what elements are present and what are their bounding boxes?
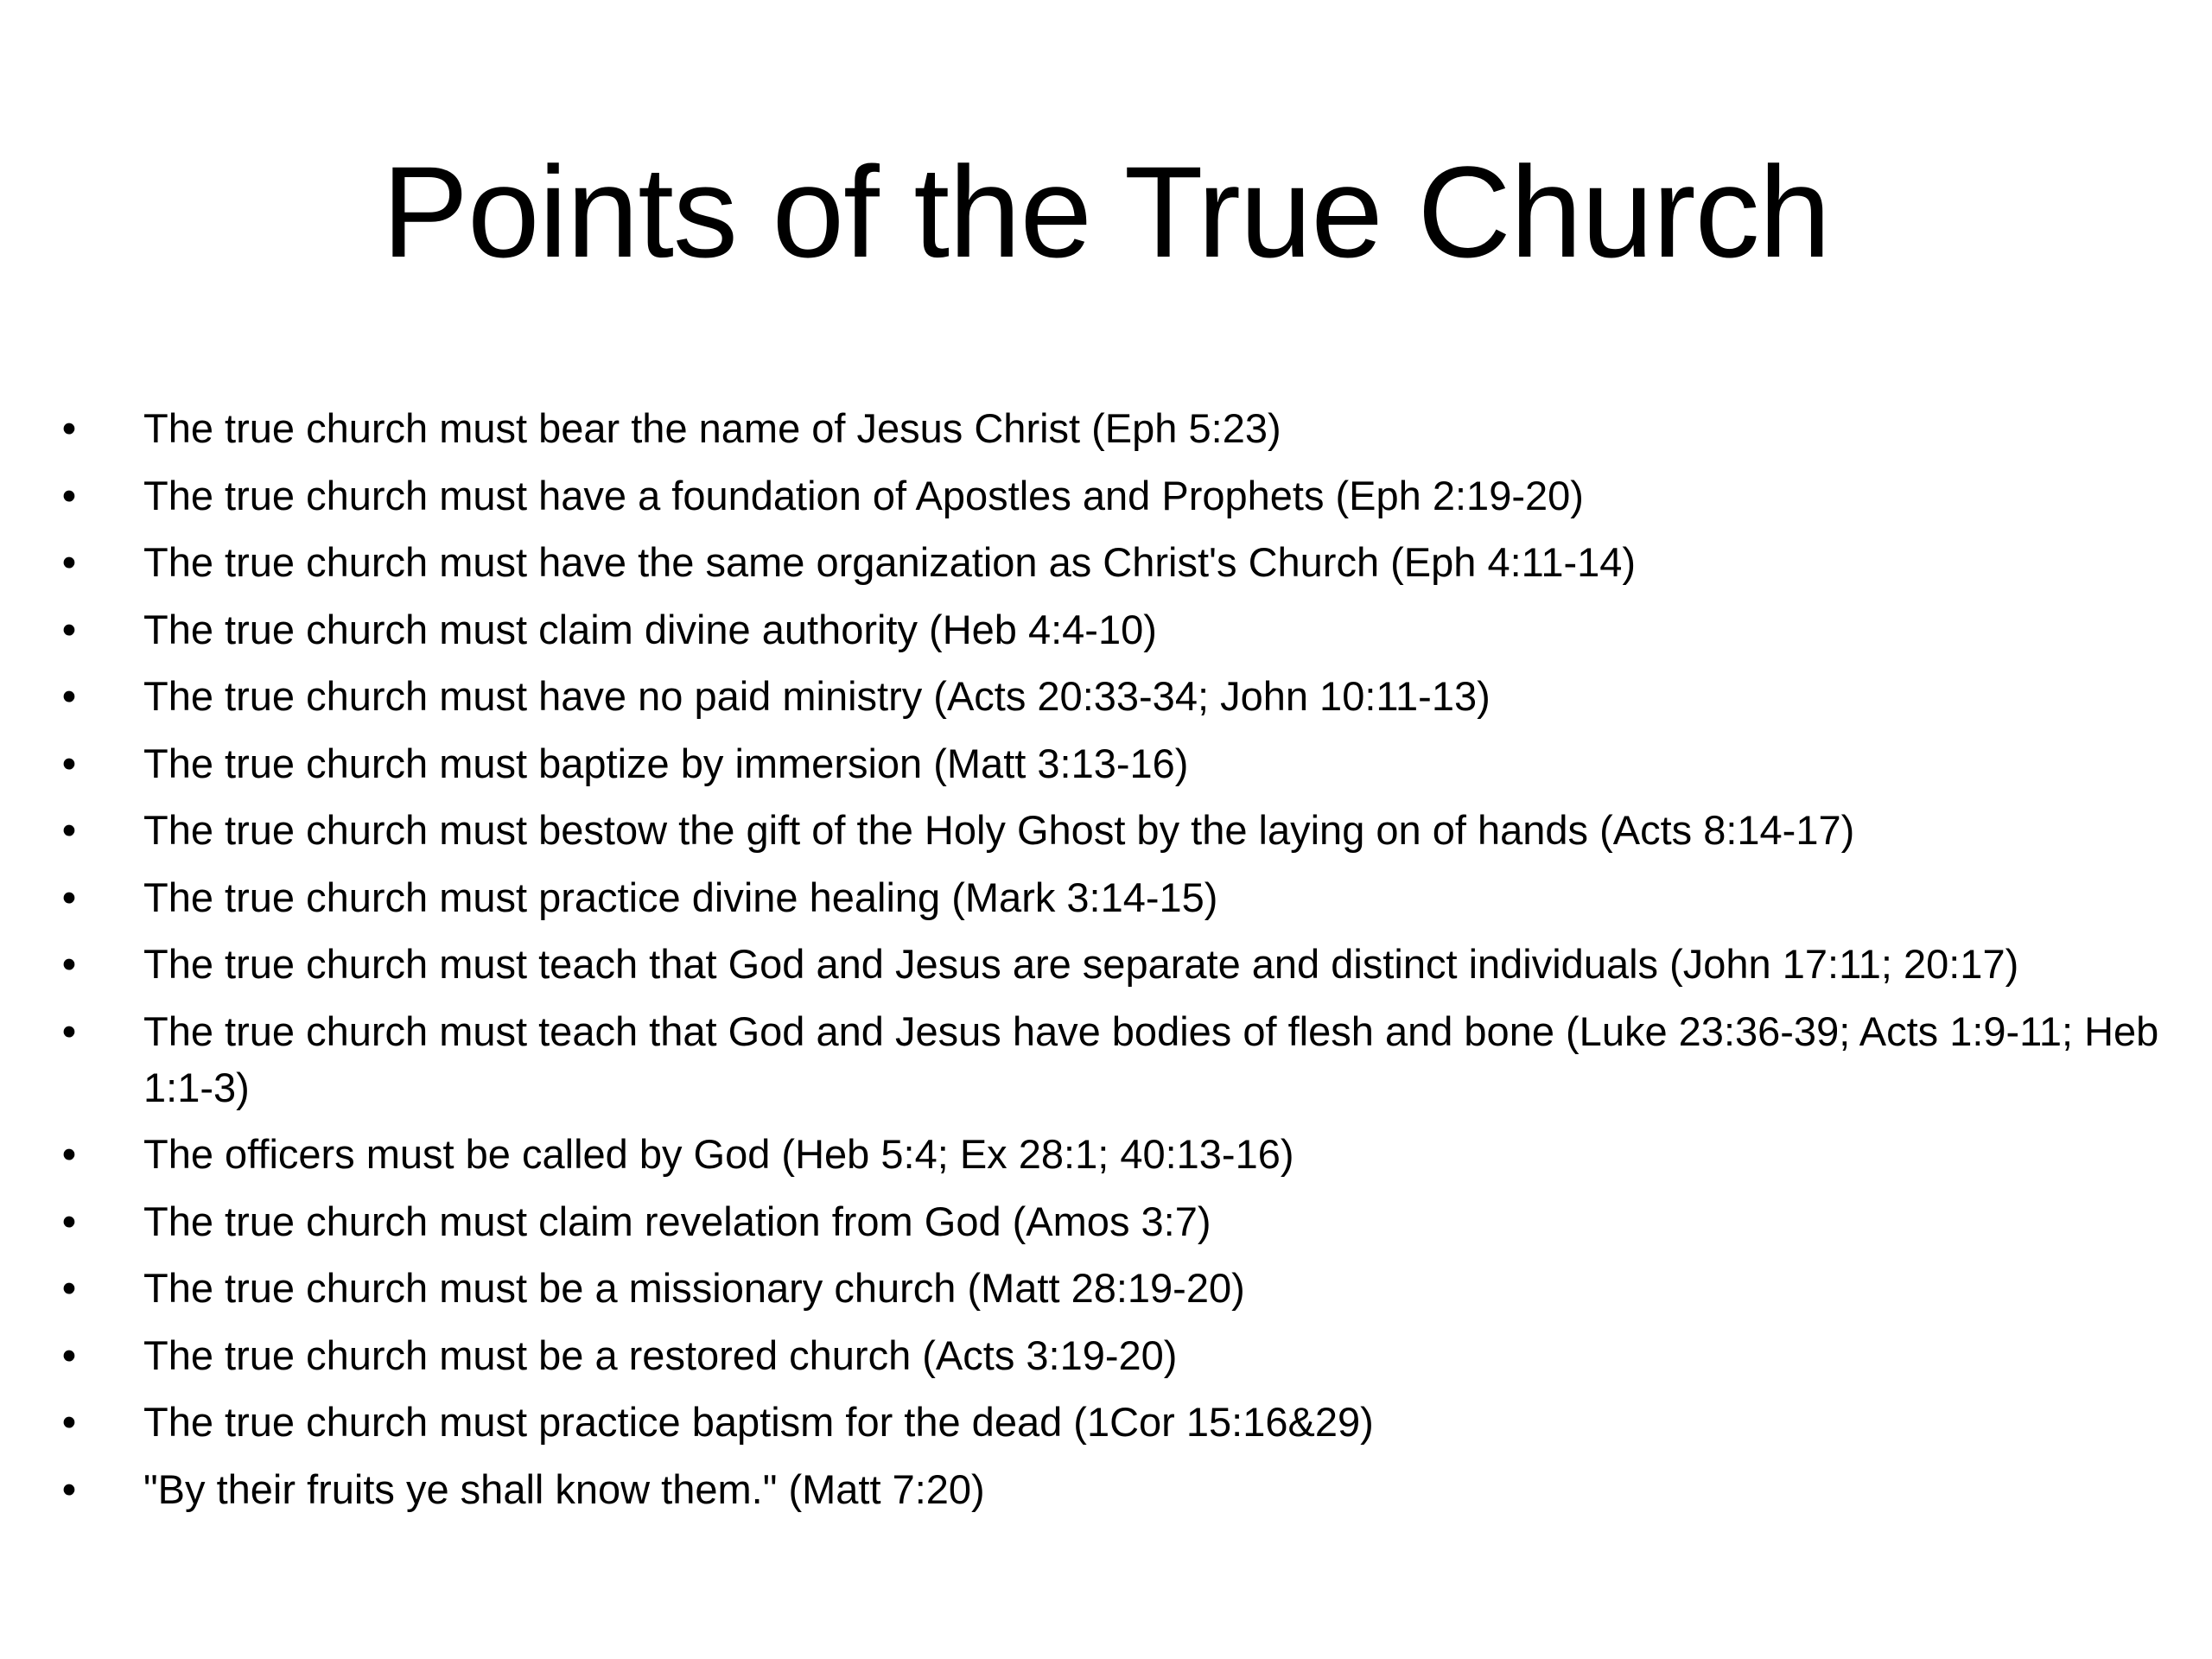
- bullet-text: The true church must teach that God and Jesus have bodies of flesh and bone (Luke 23:36-39; Acts 1:9-11; Heb 1:1-3): [143, 1007, 2159, 1110]
- slide-title: Points of the True Church: [382, 139, 1830, 284]
- bullet-icon: •: [61, 606, 77, 652]
- bullet-text: The true church must teach that God and Jesus are separate and distinct individuals (John 17:11; 20:17): [143, 941, 2019, 987]
- bullet-item: [52, 869, 2160, 925]
- bullet-icon: •: [61, 673, 77, 719]
- bullet-icon: •: [61, 1332, 77, 1378]
- bullet-text: The true church must practice baptism for the dead (1Cor 15:16&29): [143, 1399, 1374, 1445]
- bullet-text: "By their fruits ye shall know them." (Matt 7:20): [143, 1465, 985, 1512]
- bullet-icon: •: [61, 1265, 77, 1311]
- bullet-icon: •: [61, 1007, 77, 1054]
- bullet-item: [52, 668, 2160, 724]
- bullet-text: The true church must claim revelation from God (Amos 3:7): [143, 1198, 1211, 1244]
- bullet-item: [52, 400, 2160, 456]
- bullet-text: The true church must be a missionary church (Matt 28:19-20): [143, 1265, 1245, 1311]
- bullet-text: The officers must be called by God (Heb 5:4; Ex 28:1; 40:13-16): [143, 1131, 1294, 1177]
- bullet-icon: •: [61, 807, 77, 853]
- bullet-item: [52, 1461, 2160, 1517]
- bullet-item: [52, 1193, 2160, 1249]
- bullet-icon: •: [61, 874, 77, 920]
- bullet-text: The true church must baptize by immersion (Matt 3:13-16): [143, 740, 1189, 786]
- bullet-item: [52, 1260, 2160, 1316]
- bullet-item: [52, 1394, 2160, 1450]
- bullet-item: [52, 735, 2160, 791]
- bullet-icon: •: [61, 1465, 77, 1512]
- bullet-text: The true church must have the same organization as Christ's Church (Eph 4:11-14): [143, 539, 1637, 585]
- bullet-icon: •: [61, 405, 77, 451]
- bullet-icon: •: [61, 1198, 77, 1244]
- bullet-text: The true church must have no paid ministry (Acts 20:33-34; John 10:11-13): [143, 673, 1491, 719]
- bullet-item: [52, 1003, 2160, 1116]
- bullet-item: [52, 534, 2160, 590]
- bullet-text: The true church must bestow the gift of the Holy Ghost by the laying on of hands (Acts 8:14-17): [143, 807, 1855, 853]
- bullet-icon: •: [61, 539, 77, 585]
- bullet-icon: •: [61, 1131, 77, 1177]
- bullet-text: The true church must be a restored church (Acts 3:19-20): [143, 1332, 1178, 1378]
- bullet-item: [52, 467, 2160, 524]
- bullet-icon: •: [61, 941, 77, 987]
- bullet-text: The true church must have a foundation of Apostles and Prophets (Eph 2:19-20): [143, 472, 1584, 518]
- bullet-item: [52, 802, 2160, 858]
- bullet-text: The true church must bear the name of Jesus Christ (Eph 5:23): [143, 405, 1281, 451]
- bullet-item: [52, 1327, 2160, 1383]
- bullet-text: The true church must practice divine healing (Mark 3:14-15): [143, 874, 1218, 920]
- bullet-icon: •: [61, 740, 77, 786]
- bullet-item: [52, 601, 2160, 658]
- bullet-item: [52, 936, 2160, 992]
- bullet-list: [52, 400, 2160, 1528]
- bullet-item: [52, 1126, 2160, 1182]
- bullet-text: The true church must claim divine authority (Heb 4:4-10): [143, 606, 1157, 652]
- bullet-icon: •: [61, 472, 77, 518]
- bullet-icon: •: [61, 1399, 77, 1445]
